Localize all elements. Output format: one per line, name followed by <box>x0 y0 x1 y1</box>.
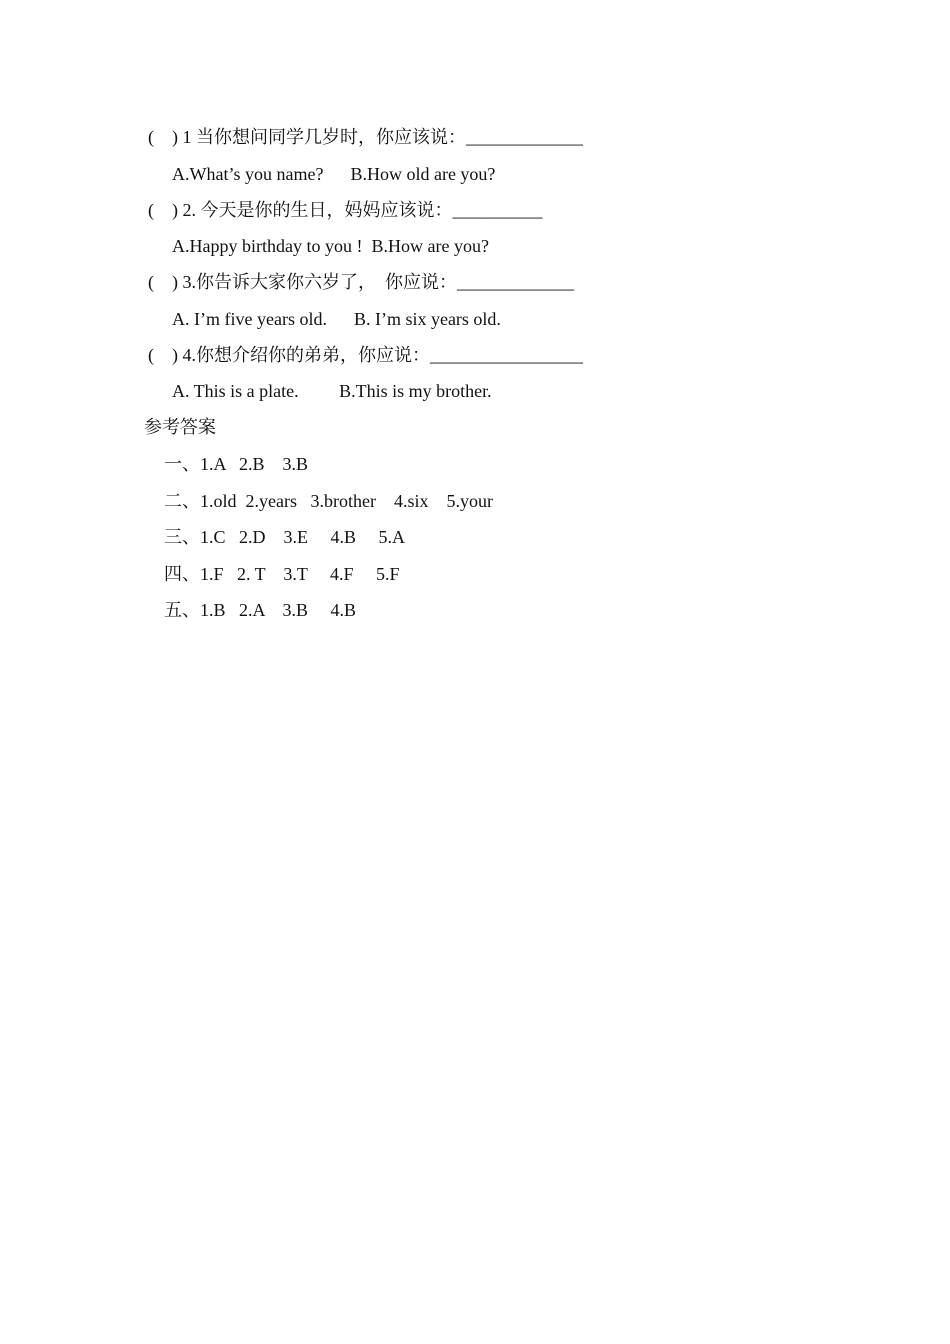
question-1-prompt: ( ) 1 当你想问同学几岁时，你应该说：_____________ <box>148 127 583 147</box>
question-1-options: A.What’s you name? B.How old are you? <box>172 164 496 184</box>
answer-section-1: 一、1.A 2.B 3.B <box>164 454 309 474</box>
question-3-prompt: ( ) 3.你告诉大家你六岁了， 你应说：_____________ <box>148 272 574 292</box>
question-2-options: A.Happy birthday to you ! B.How are you? <box>172 236 489 256</box>
answer-key-title: 参考答案 <box>144 417 216 437</box>
question-4-prompt: ( ) 4.你想介绍你的弟弟，你应说：_________________ <box>148 345 583 365</box>
answer-section-2: 二、1.old 2.years 3.brother 4.six 5.your <box>164 491 493 511</box>
answer-section-4: 四、1.F 2. T 3.T 4.F 5.F <box>164 564 400 584</box>
answer-section-5: 五、1.B 2.A 3.B 4.B <box>164 600 357 620</box>
question-4-options: A. This is a plate. B.This is my brother. <box>172 381 492 401</box>
question-3-options: A. I’m five years old. B. I’m six years old. <box>172 309 501 329</box>
answer-section-3: 三、1.C 2.D 3.E 4.B 5.A <box>164 527 406 547</box>
question-2-prompt: ( ) 2. 今天是你的生日，妈妈应该说：__________ <box>148 200 543 220</box>
